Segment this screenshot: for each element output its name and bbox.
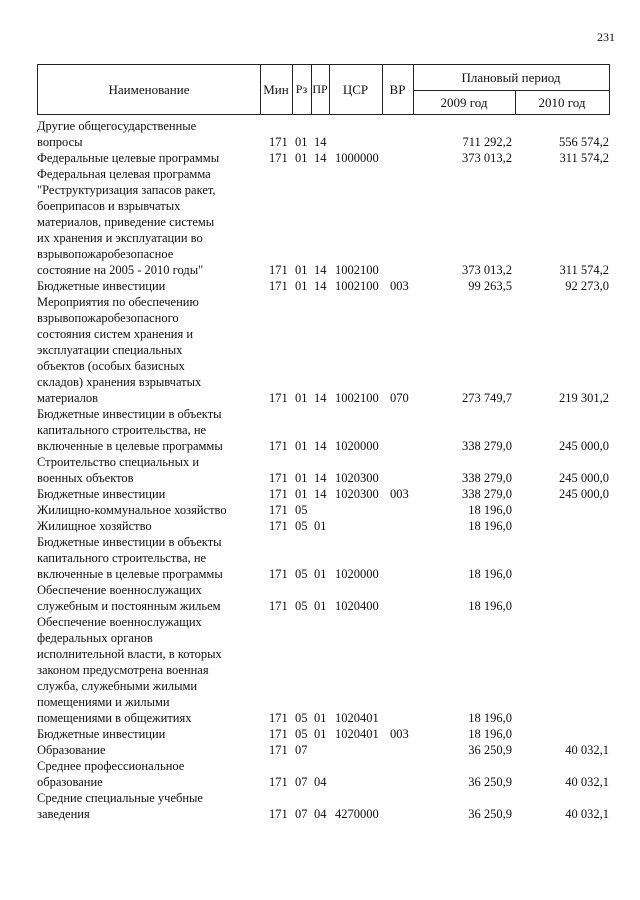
header-csr: ЦСР	[342, 81, 369, 97]
row-min: 171	[269, 775, 288, 789]
row-pr: 14	[314, 471, 327, 485]
row-name-line: Мероприятия по обеспечению	[37, 295, 199, 309]
row-value-2009: 18 196,0	[468, 727, 512, 741]
row-min: 171	[269, 519, 288, 533]
table-row	[37, 454, 612, 486]
table-row	[37, 582, 612, 614]
row-pr: 04	[314, 807, 327, 821]
table-row	[37, 790, 612, 822]
row-name	[37, 582, 259, 614]
row-name-line: Бюджетные инвестиции	[37, 727, 166, 741]
row-value-2009: 373 013,2	[462, 263, 512, 277]
row-name-line: образование	[37, 775, 103, 789]
table-row	[37, 614, 612, 726]
row-pr: 14	[314, 439, 327, 453]
row-rz: 05	[295, 711, 308, 725]
row-min: 171	[269, 391, 288, 405]
row-name-line: взрывопожаробезопасного	[37, 311, 179, 325]
row-name	[37, 406, 259, 454]
row-name-line: материалов	[37, 391, 99, 405]
row-value-2009: 338 279,0	[462, 439, 512, 453]
row-min: 171	[269, 439, 288, 453]
row-name-line: помещениями в общежитиях	[37, 711, 192, 725]
row-name-line: федеральных органов	[37, 631, 153, 645]
table-row	[37, 150, 612, 166]
row-name	[37, 742, 259, 758]
row-name-line: капитального строительства, не	[37, 551, 207, 565]
row-name-line: Среднее профессиональное	[37, 759, 185, 773]
row-pr: 14	[314, 391, 327, 405]
row-rz: 05	[295, 567, 308, 581]
row-pr: 01	[314, 711, 327, 725]
row-min: 171	[269, 279, 288, 293]
row-csr: 1020000	[335, 567, 379, 581]
row-min: 171	[269, 567, 288, 581]
row-name-line: Обеспечение военнослужащих	[37, 615, 202, 629]
row-name	[37, 502, 259, 518]
row-name-line: Жилищное хозяйство	[37, 519, 152, 533]
row-pr: 14	[314, 135, 327, 149]
header-vr: ВР	[389, 81, 406, 97]
row-name	[37, 534, 259, 582]
row-name-line: складов) хранения взрывчатых	[37, 375, 202, 389]
row-rz: 01	[295, 279, 308, 293]
row-rz: 01	[295, 263, 308, 277]
row-value-2010: 311 574,2	[559, 263, 609, 277]
row-name-line: служебным и постоянным жильем	[37, 599, 221, 613]
row-name-line: материалов, приведение системы	[37, 215, 215, 229]
row-name	[37, 454, 259, 486]
row-name	[37, 150, 259, 166]
row-name	[37, 726, 259, 742]
row-csr: 1020300	[335, 487, 379, 501]
row-name	[37, 614, 259, 726]
row-csr: 1020300	[335, 471, 379, 485]
row-csr: 1002100	[335, 279, 379, 293]
row-value-2010: 245 000,0	[559, 487, 609, 501]
header-year-2009: 2009 год	[440, 94, 488, 110]
page-number: 231	[597, 30, 615, 44]
row-value-2010: 245 000,0	[559, 439, 609, 453]
row-name-line: Обеспечение военнослужащих	[37, 583, 202, 597]
row-value-2010: 219 301,2	[559, 391, 609, 405]
table-row	[37, 118, 612, 150]
row-name-line: Жилищно-коммунальное хозяйство	[37, 503, 227, 517]
table-row	[37, 726, 612, 742]
row-csr: 1020401	[335, 711, 379, 725]
row-value-2009: 711 292,2	[462, 135, 512, 149]
table-row	[37, 742, 612, 758]
table-body	[37, 118, 612, 822]
row-name-line: боеприпасов и взрывчатых	[37, 199, 181, 213]
row-min: 171	[269, 471, 288, 485]
row-value-2009: 36 250,9	[468, 743, 512, 757]
row-name-line: капитального строительства, не	[37, 423, 207, 437]
row-name	[37, 790, 259, 822]
row-value-2009: 338 279,0	[462, 487, 512, 501]
row-name-line: служба, служебными жилыми	[37, 679, 198, 693]
row-value-2009: 373 013,2	[462, 151, 512, 165]
row-name	[37, 166, 259, 278]
row-name-line: Федеральная целевая программа	[37, 167, 211, 181]
row-value-2010: 92 273,0	[565, 279, 609, 293]
table-row	[37, 758, 612, 790]
row-min: 171	[269, 151, 288, 165]
row-min: 171	[269, 743, 288, 757]
header-year-2010: 2010 год	[538, 94, 586, 110]
table-row	[37, 278, 612, 294]
header-pr: ПР	[312, 82, 328, 96]
row-name-line: включенные в целевые программы	[37, 439, 223, 453]
table-header	[37, 64, 610, 115]
row-rz: 01	[295, 135, 308, 149]
table-row	[37, 534, 612, 582]
row-value-2009: 99 263,5	[468, 279, 512, 293]
row-csr: 1020401	[335, 727, 379, 741]
row-value-2009: 18 196,0	[468, 503, 512, 517]
row-value-2010: 40 032,1	[565, 743, 609, 757]
row-pr: 01	[314, 599, 327, 613]
row-rz: 07	[295, 775, 308, 789]
row-name	[37, 294, 259, 406]
row-vr: 003	[390, 727, 409, 741]
row-name-line: вопросы	[37, 135, 83, 149]
row-rz: 05	[295, 519, 308, 533]
row-pr: 01	[314, 519, 327, 533]
row-rz: 05	[295, 503, 308, 517]
row-vr: 003	[390, 487, 409, 501]
row-name	[37, 518, 259, 534]
row-pr: 14	[314, 151, 327, 165]
row-value-2009: 18 196,0	[468, 567, 512, 581]
row-csr: 1002100	[335, 391, 379, 405]
table-row	[37, 406, 612, 454]
row-value-2009: 36 250,9	[468, 775, 512, 789]
row-name-line: законом предусмотрена военная	[37, 663, 209, 677]
row-name-line: Бюджетные инвестиции в объекты	[37, 535, 222, 549]
table-row	[37, 166, 612, 278]
row-pr: 14	[314, 487, 327, 501]
row-value-2009: 338 279,0	[462, 471, 512, 485]
row-name-line: заведения	[37, 807, 90, 821]
row-name-line: взрывопожаробезопасное	[37, 247, 174, 261]
row-value-2009: 18 196,0	[468, 711, 512, 725]
row-csr: 1002100	[335, 263, 379, 277]
row-name-line: состояния систем хранения и	[37, 327, 194, 341]
row-name-line: Другие общегосударственные	[37, 119, 197, 133]
row-name-line: "Реструктуризация запасов ракет,	[37, 183, 216, 197]
row-name-line: Федеральные целевые программы	[37, 151, 220, 165]
row-rz: 07	[295, 807, 308, 821]
row-csr: 4270000	[335, 807, 379, 821]
row-min: 171	[269, 727, 288, 741]
row-min: 171	[269, 711, 288, 725]
row-pr: 14	[314, 263, 327, 277]
row-min: 171	[269, 503, 288, 517]
row-value-2009: 36 250,9	[468, 807, 512, 821]
row-name-line: Бюджетные инвестиции в объекты	[37, 407, 222, 421]
row-name	[37, 118, 259, 150]
row-rz: 05	[295, 599, 308, 613]
row-value-2009: 18 196,0	[468, 519, 512, 533]
row-name-line: исполнительной власти, в которых	[37, 647, 222, 661]
row-name-line: Бюджетные инвестиции	[37, 487, 166, 501]
row-name-line: эксплуатации специальных	[37, 343, 183, 357]
row-name-line: Средние специальные учебные	[37, 791, 203, 805]
row-csr: 1020400	[335, 599, 379, 613]
row-pr: 01	[314, 727, 327, 741]
row-name-line: их хранения и эксплуатации во	[37, 231, 203, 245]
table-row	[37, 502, 612, 518]
row-csr: 1000000	[335, 151, 379, 165]
row-value-2010: 40 032,1	[565, 775, 609, 789]
row-name-line: состояние на 2005 - 2010 годы"	[37, 263, 204, 277]
header-rz: Рз	[295, 82, 308, 96]
header-min: Мин	[263, 81, 289, 97]
table-row	[37, 486, 612, 502]
header-planned-period: Плановый период	[461, 69, 561, 85]
row-value-2010: 311 574,2	[559, 151, 609, 165]
row-value-2010: 556 574,2	[559, 135, 609, 149]
row-rz: 01	[295, 151, 308, 165]
row-rz: 01	[295, 471, 308, 485]
row-rz: 07	[295, 743, 308, 757]
row-csr: 1020000	[335, 439, 379, 453]
row-value-2009: 18 196,0	[468, 599, 512, 613]
row-pr: 01	[314, 567, 327, 581]
row-value-2010: 245 000,0	[559, 471, 609, 485]
row-name	[37, 758, 259, 790]
row-rz: 01	[295, 439, 308, 453]
row-min: 171	[269, 135, 288, 149]
row-name-line: Строительство специальных и	[37, 455, 200, 469]
row-pr: 14	[314, 279, 327, 293]
row-name-line: помещениями и жилыми	[37, 695, 170, 709]
row-name	[37, 486, 259, 502]
row-min: 171	[269, 807, 288, 821]
row-value-2009: 273 749,7	[462, 391, 512, 405]
row-rz: 05	[295, 727, 308, 741]
row-min: 171	[269, 487, 288, 501]
row-name	[37, 278, 259, 294]
row-name-line: включенные в целевые программы	[37, 567, 223, 581]
row-rz: 01	[295, 487, 308, 501]
row-name-line: Образование	[37, 743, 106, 757]
table-row	[37, 518, 612, 534]
row-vr: 003	[390, 279, 409, 293]
header-name: Наименование	[108, 81, 190, 97]
row-min: 171	[269, 263, 288, 277]
row-value-2010: 40 032,1	[565, 807, 609, 821]
row-name-line: объектов (особых базисных	[37, 359, 185, 373]
row-name-line: Бюджетные инвестиции	[37, 279, 166, 293]
row-name-line: военных объектов	[37, 471, 134, 485]
table-row	[37, 294, 612, 406]
row-min: 171	[269, 599, 288, 613]
row-rz: 01	[295, 391, 308, 405]
row-pr: 04	[314, 775, 327, 789]
row-vr: 070	[390, 391, 409, 405]
